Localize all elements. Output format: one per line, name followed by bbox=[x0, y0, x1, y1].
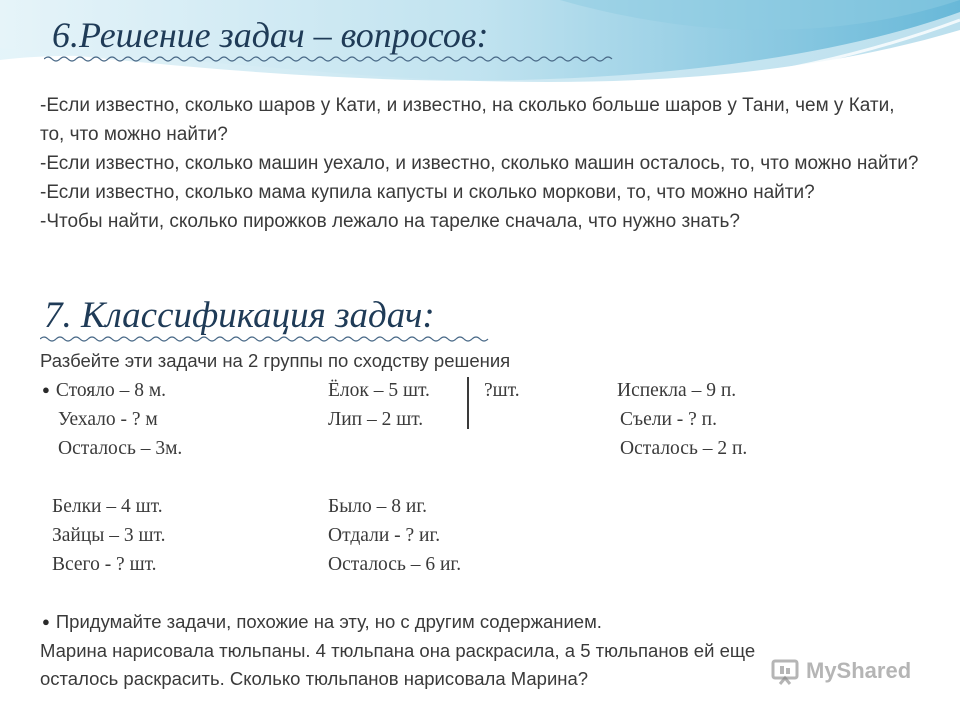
task4-line2: Зайцы – 3 шт. bbox=[52, 525, 166, 546]
presentation-icon bbox=[770, 656, 800, 686]
task5-line3: Осталось – 6 иг. bbox=[328, 554, 462, 575]
task1-line3: Осталось – 3м. bbox=[58, 438, 183, 459]
classification-heading: 7. Классификация задач: bbox=[44, 295, 435, 336]
watermark-text: MyShared bbox=[806, 658, 912, 683]
task2-line2: Лип – 2 шт. bbox=[328, 409, 424, 430]
watermark bbox=[770, 656, 911, 686]
question-item: -Если известно, сколько машин уехало, и известно, сколько машин осталось, то, что можно найти? bbox=[40, 153, 919, 174]
task2-line1: Ёлок – 5 шт. bbox=[328, 380, 430, 401]
task4-line1: Белки – 4 шт. bbox=[52, 496, 163, 517]
task5-line1: Было – 8 иг. bbox=[328, 496, 428, 517]
task2-brace bbox=[467, 377, 469, 429]
bullet-icon: ● bbox=[42, 382, 50, 397]
task4-line3: Всего - ? шт. bbox=[52, 554, 157, 575]
invent-prompt: ● Придумайте задачи, похожие на эту, но с другим содержанием. bbox=[42, 611, 602, 632]
invent-task-line1: Марина нарисовала тюльпаны. 4 тюльпана она раскрасила, а 5 тюльпанов ей еще bbox=[40, 640, 756, 661]
task3-line1: Испекла – 9 п. bbox=[617, 380, 737, 401]
task1-line2: Уехало - ? м bbox=[58, 409, 158, 430]
questions-block bbox=[40, 91, 920, 236]
page-title: 6.Решение задач – вопросов: bbox=[52, 15, 489, 55]
task3-line3: Осталось – 2 п. bbox=[620, 438, 748, 459]
invent-task-line2: осталось раскрасить. Сколько тюльпанов нарисовала Марина? bbox=[40, 668, 589, 689]
question-item: -Чтобы найти, сколько пирожков лежало на тарелке сначала, что нужно знать? bbox=[40, 211, 740, 232]
classification-wavy-underline bbox=[40, 334, 490, 344]
task1-line1: ● Стояло – 8 м. bbox=[42, 380, 167, 401]
title-wavy-underline bbox=[44, 54, 616, 64]
task2-question: ?шт. bbox=[484, 380, 520, 401]
task5-line2: Отдали - ? иг. bbox=[328, 525, 441, 546]
classification-instruction: Разбейте эти задачи на 2 группы по сходству решения bbox=[40, 350, 511, 371]
task3-line2: Съели - ? п. bbox=[620, 409, 717, 430]
bullet-icon: ● bbox=[42, 614, 50, 629]
question-item: -Если известно, сколько шаров у Кати, и известно, на сколько больше шаров у Тани, чем у Кати, то, что можно найти? bbox=[40, 95, 895, 145]
question-item: -Если известно, сколько мама купила капусты и сколько моркови, то, что можно найти? bbox=[40, 182, 815, 203]
